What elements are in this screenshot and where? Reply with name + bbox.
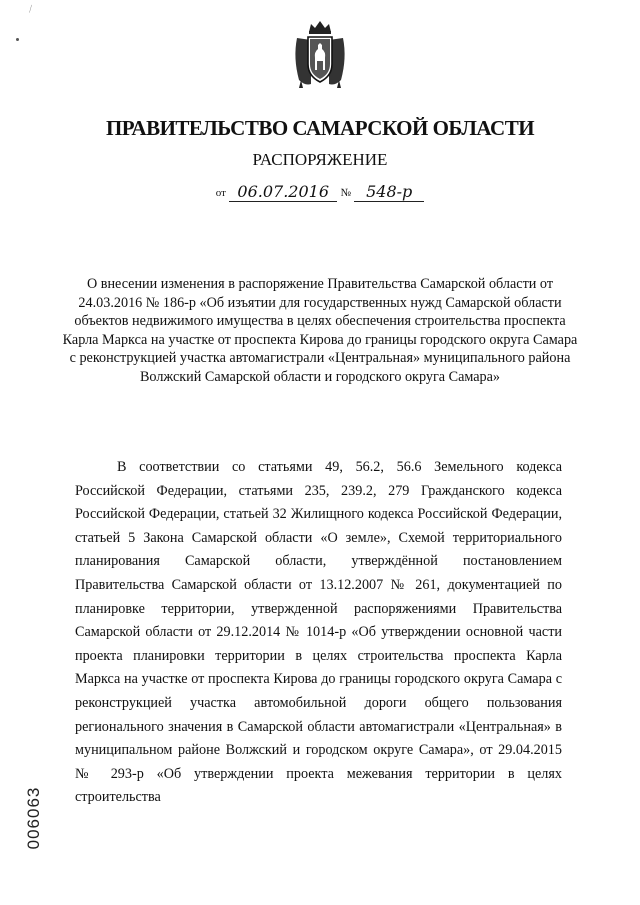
document-body: В соответствии со статьями 49, 56.2, 56.6 Земельного кодекса Российской Федерации, статьями 235, 239.2, 279 Гражданского кодекса Российской Федерации, статьей 32 Жилищного кодекса Российской Федерации, статьей 5 Закона Самарской области «О земле», Схемой территориального планирования Самарской области, утверждённой постановлением Правительства Самарской области от 13.12.2007 № 261, документацией по планировке территории, утвержденной распоряжениями Правительства Самарской области от 29.12.2014 № 1014-р «Об утверждении основной части проекта планировки территории в целях строительства проспекта Карла Маркса на участке от проспекта Кирова до границы городского округа Самара с реконструкцией участка автомобильной дороги общего пользования регионального значения в Самарской области автомагистрали «Центральная» в муниципальном районе Волжский и городском округе Самара», от 29.04.2015 № 293-р «Об утверждении проекта межевания территории в целях строительства [75, 459, 562, 806]
date-prefix: от [215, 187, 226, 199]
doc-type: РАСПОРЯЖЕНИЕ [252, 150, 388, 169]
date-value: 06.07.2016 [229, 183, 337, 202]
scan-mark: ⁄ [28, 4, 34, 15]
registration-stamp-number: 006063 [24, 786, 43, 850]
samara-coat-of-arms-icon [291, 18, 349, 90]
scan-dot [16, 38, 19, 41]
doc-date-number-line [0, 183, 640, 202]
number-prefix: № [340, 187, 351, 199]
org-title: ПРАВИТЕЛЬСТВО САМАРСКОЙ ОБЛАСТИ [105, 116, 535, 140]
number-value: 548-р [354, 183, 424, 202]
document-subject: О внесении изменения в распоряжение Правительства Самарской области от 24.03.2016 № 186-р «Об изъятии для государственных нужд Самарской области объектов недвижимого имущества в целях обеспечения строительства проспекта Карла Маркса на участке от проспекта Кирова до границы городского округа Самара с реконструкцией участка автомагистрали «Центральная» муниципального района Волжский Самарской области и городского округа Самара» [62, 276, 578, 385]
